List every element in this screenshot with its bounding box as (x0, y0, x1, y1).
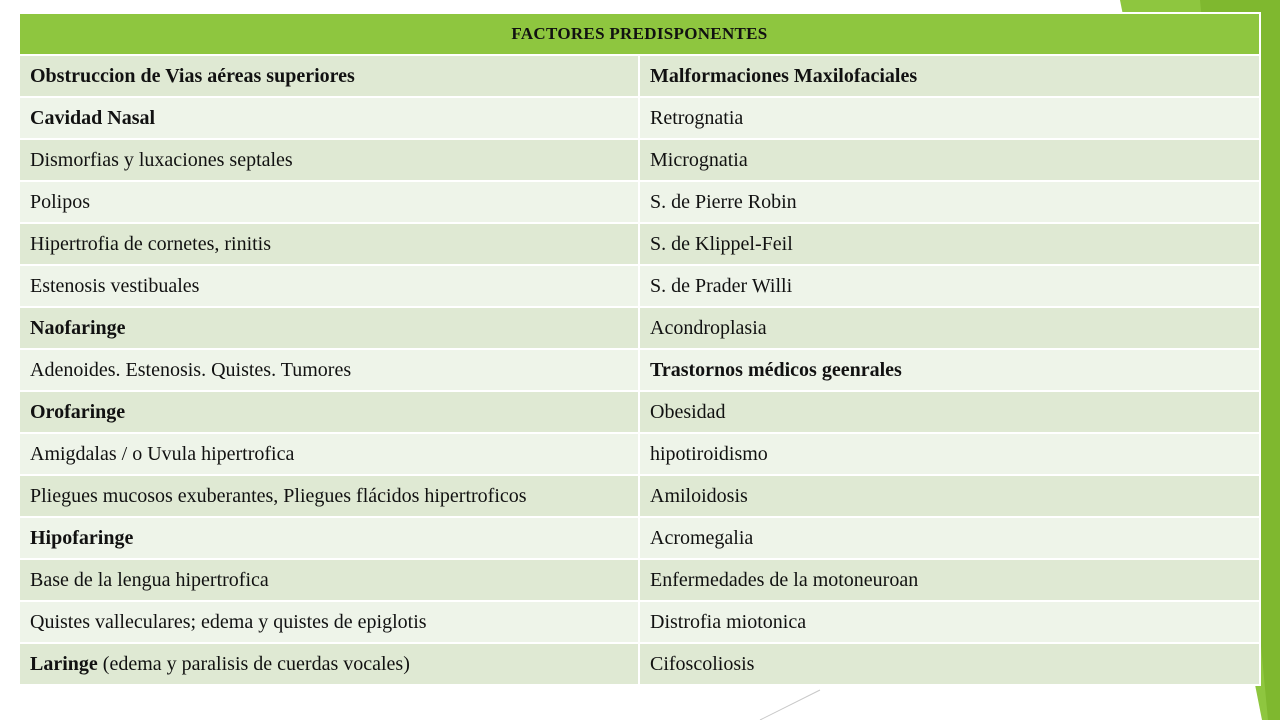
table-cell: Enfermedades de la motoneuroan (639, 559, 1260, 601)
table-row (19, 97, 1260, 139)
table-row (19, 307, 1260, 349)
table-row (19, 181, 1260, 223)
left-column-heading: Obstruccion de Vias aéreas superiores (19, 55, 639, 97)
table-cell: Cifoscoliosis (639, 643, 1260, 685)
table-row (19, 559, 1260, 601)
table-cell: Pliegues mucosos exuberantes, Pliegues flácidos hipertroficos (19, 475, 639, 517)
section-heading-cell: Hipofaringe (19, 517, 639, 559)
section-heading-cell: Trastornos médicos geenrales (639, 349, 1260, 391)
predisposing-factors-table (18, 12, 1261, 686)
table-cell: Micrognatia (639, 139, 1260, 181)
table-cell: S. de Klippel-Feil (639, 223, 1260, 265)
table-header-row (19, 13, 1260, 55)
table-cell (19, 643, 639, 685)
table-cell: Retrognatia (639, 97, 1260, 139)
table-cell: Quistes valleculares; edema y quistes de epiglotis (19, 601, 639, 643)
table-title: FACTORES PREDISPONENTES (19, 13, 1260, 55)
table-cell: Amiloidosis (639, 475, 1260, 517)
table-cell: Polipos (19, 181, 639, 223)
section-heading-cell: Naofaringe (19, 307, 639, 349)
table-cell: Acromegalia (639, 517, 1260, 559)
table-row (19, 517, 1260, 559)
table-cell: Estenosis vestibuales (19, 265, 639, 307)
table-cell: hipotiroidismo (639, 433, 1260, 475)
table-cell: S. de Pierre Robin (639, 181, 1260, 223)
decorative-line (760, 690, 820, 720)
section-heading-cell: Cavidad Nasal (19, 97, 639, 139)
table-row (19, 601, 1260, 643)
table-cell: Dismorfias y luxaciones septales (19, 139, 639, 181)
table-row (19, 349, 1260, 391)
table-cell: Distrofia miotonica (639, 601, 1260, 643)
table-row (19, 223, 1260, 265)
table-cell: Adenoides. Estenosis. Quistes. Tumores (19, 349, 639, 391)
table-cell: Hipertrofia de cornetes, rinitis (19, 223, 639, 265)
table-cell: Base de la lengua hipertrofica (19, 559, 639, 601)
cell-text: (edema y paralisis de cuerdas vocales) (97, 652, 410, 675)
table-row (19, 265, 1260, 307)
table-row (19, 391, 1260, 433)
table-row (19, 643, 1260, 685)
section-heading-cell: Orofaringe (19, 391, 639, 433)
table-cell: Acondroplasia (639, 307, 1260, 349)
table-cell: Obesidad (639, 391, 1260, 433)
table-row (19, 433, 1260, 475)
table-row (19, 55, 1260, 97)
table-cell: S. de Prader Willi (639, 265, 1260, 307)
table-cell: Amigdalas / o Uvula hipertrofica (19, 433, 639, 475)
table-row (19, 475, 1260, 517)
table-row (19, 139, 1260, 181)
right-column-heading: Malformaciones Maxilofaciales (639, 55, 1260, 97)
section-heading-text: Laringe (30, 652, 98, 675)
